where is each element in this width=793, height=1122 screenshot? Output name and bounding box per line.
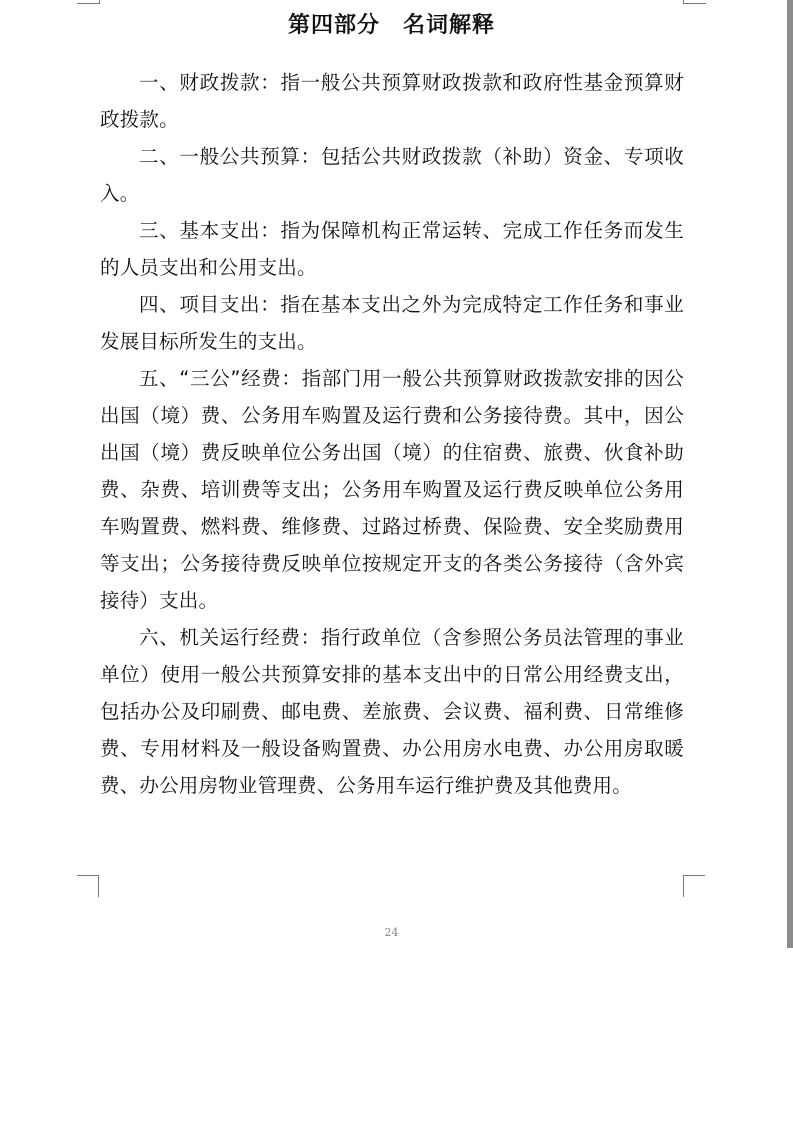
- paragraph-three-public-expenses: 五、“三公”经费：指部门用一般公共预算财政拨款安排的因公出国（境）费、公务用车购置及运行费和公务接待费。其中，因公出国（境）费反映单位公务出国（境）的住宿费、旅费、伙食补助费、杂费、培训费等支出；公务用车购置及运行费反映单位公务用车购置费、燃料费、维修费、过路过桥费、保险费、安全奖励费用等支出；公务接待费反映单位按规定开支的各类公务接待（含外宾接待）支出。: [100, 367, 684, 612]
- document-body: [100, 64, 684, 804]
- margin-corner-bottom-left: [77, 875, 99, 897]
- paragraph-project-expenditure: 四、项目支出：指在基本支出之外为完成特定工作任务和事业发展目标所发生的支出。: [100, 293, 684, 353]
- margin-corner-top-right: [683, 0, 706, 4]
- paragraph-basic-expenditure: 三、基本支出：指为保障机构正常运转、完成工作任务而发生的人员支出和公用支出。: [100, 219, 684, 279]
- paragraph-agency-operating-expenses: 六、机关运行经费：指行政单位（含参照公务员法管理的事业单位）使用一般公共预算安排的基本支出中的日常公用经费支出，包括办公及印刷费、邮电费、差旅费、会议费、福利费、日常维修费、专用材料及一般设备购置费、办公用房水电费、办公用房取暖费、办公用房物业管理费、公务用车运行维护费及其他费用。: [100, 626, 684, 797]
- margin-corner-bottom-right: [683, 875, 705, 897]
- paragraph-fiscal-appropriation: 一、财政拨款：指一般公共预算财政拨款和政府性基金预算财政拨款。: [100, 71, 684, 131]
- paragraph-general-public-budget: 二、一般公共预算：包括公共财政拨款（补助）资金、专项收入。: [100, 145, 684, 205]
- margin-corner-top-left: [77, 0, 100, 4]
- window-right-edge: [787, 0, 793, 948]
- page-number: 24: [384, 926, 399, 939]
- page-title: 第四部分 名词解释: [287, 13, 495, 38]
